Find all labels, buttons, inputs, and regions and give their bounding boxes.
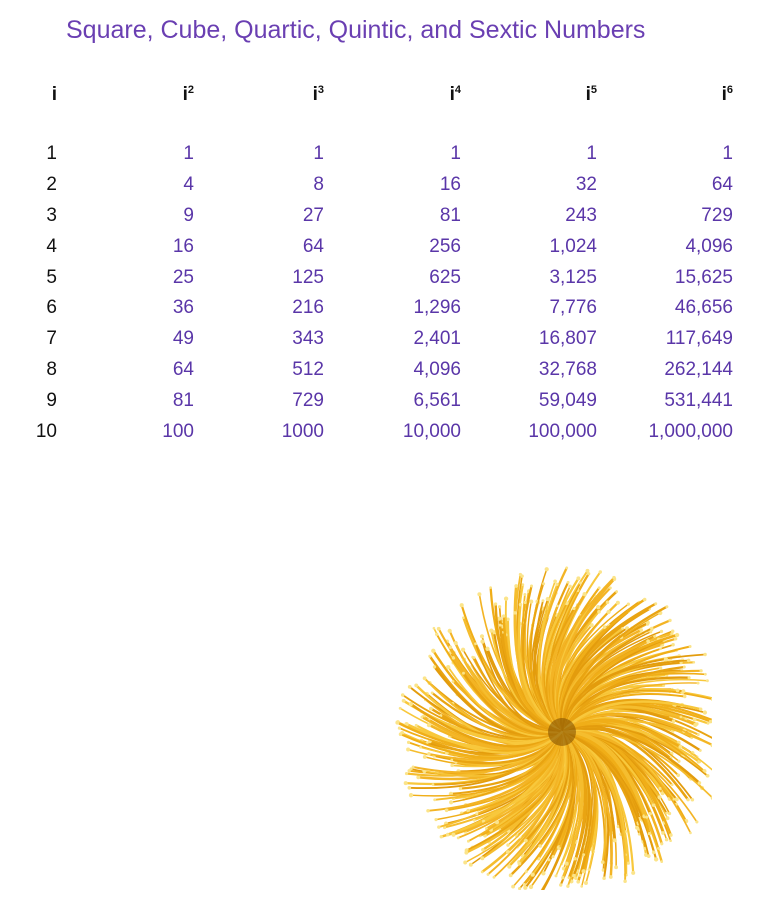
table-row xyxy=(0,141,770,172)
cell-index: 2 xyxy=(46,173,57,195)
cell-sextic: 531,441 xyxy=(664,390,733,412)
cell-cube: 125 xyxy=(292,266,324,288)
cell-sextic: 4,096 xyxy=(685,235,733,257)
cell-sextic: 729 xyxy=(701,204,733,226)
cell-quartic: 256 xyxy=(429,235,461,257)
cell-quintic: 1,024 xyxy=(549,235,597,257)
cell-square: 64 xyxy=(172,359,194,381)
header-i: i xyxy=(51,84,57,105)
cell-cube: 1000 xyxy=(281,421,324,443)
cell-quartic: 2,401 xyxy=(413,328,461,350)
cell-index: 5 xyxy=(46,266,57,288)
cell-sextic: 1 xyxy=(722,143,733,164)
cell-sextic: 1,000,000 xyxy=(648,421,733,443)
cell-square: 4 xyxy=(183,173,194,195)
cell-cube: 512 xyxy=(292,359,324,381)
cell-cube: 8 xyxy=(313,173,324,195)
cell-sextic: 262,144 xyxy=(664,359,733,381)
cell-square: 16 xyxy=(172,235,194,257)
cell-index: 6 xyxy=(46,297,57,319)
cell-quartic: 4,096 xyxy=(413,359,461,381)
cell-quintic: 243 xyxy=(565,204,597,226)
cell-cube: 343 xyxy=(292,328,324,350)
cell-quartic: 81 xyxy=(439,204,461,226)
cell-quartic: 16 xyxy=(439,173,461,195)
cell-quartic: 6,561 xyxy=(413,390,461,412)
cell-quintic: 16,807 xyxy=(538,328,597,350)
cell-square: 100 xyxy=(162,421,194,443)
cell-sextic: 64 xyxy=(711,173,733,195)
cell-quintic: 1 xyxy=(586,143,597,164)
cell-square: 81 xyxy=(172,390,194,412)
table-row xyxy=(0,234,770,265)
header-i-fourth: $i^4$ xyxy=(449,84,461,105)
table-row xyxy=(0,172,770,203)
spaghetti-bundle-icon xyxy=(380,560,712,890)
cell-quintic: 7,776 xyxy=(549,297,597,319)
cell-cube: 64 xyxy=(302,235,324,257)
cell-quintic: 32,768 xyxy=(538,359,597,381)
cell-cube: 729 xyxy=(292,390,324,412)
cell-sextic: 46,656 xyxy=(674,297,733,319)
cell-quartic: 1,296 xyxy=(413,297,461,319)
cell-quintic: 59,049 xyxy=(538,390,597,412)
table-row xyxy=(0,388,770,419)
table-row xyxy=(0,203,770,234)
table-row xyxy=(0,357,770,388)
cell-index: 8 xyxy=(46,359,57,381)
cell-sextic: 117,649 xyxy=(665,328,733,350)
cell-quintic: 32 xyxy=(575,173,597,195)
cell-index: 7 xyxy=(46,328,57,350)
table-row xyxy=(0,295,770,326)
powers-table xyxy=(0,141,770,450)
cell-cube: 27 xyxy=(302,204,324,226)
header-i-squared: $i^2$ xyxy=(182,84,194,105)
cell-index: 1 xyxy=(46,143,57,164)
cell-square: 49 xyxy=(172,328,194,350)
cell-quintic: 3,125 xyxy=(549,266,597,288)
cell-cube: 1 xyxy=(313,143,324,164)
cell-quartic: 10,000 xyxy=(402,421,461,443)
cell-square: 9 xyxy=(183,204,194,226)
cell-square: 25 xyxy=(172,266,194,288)
cell-square: 1 xyxy=(183,143,194,164)
header-i-sixth: $i^6$ xyxy=(721,84,733,105)
page-title: Square, Cube, Quartic, Quintic, and Sextic Numbers xyxy=(66,16,646,44)
cell-quartic: 1 xyxy=(450,143,461,164)
cell-square: 36 xyxy=(172,297,194,319)
header-i-cubed: $i^3$ xyxy=(312,84,324,105)
header-i-fifth: $i^5$ xyxy=(585,84,597,105)
cell-index: 4 xyxy=(46,235,57,257)
cell-quartic: 625 xyxy=(429,266,461,288)
table-row xyxy=(0,326,770,357)
cell-index: 3 xyxy=(46,204,57,226)
table-row xyxy=(0,419,770,450)
table-row xyxy=(0,265,770,296)
cell-cube: 216 xyxy=(292,297,324,319)
cell-index: 9 xyxy=(46,390,57,412)
cell-sextic: 15,625 xyxy=(674,266,733,288)
table-header xyxy=(0,84,770,106)
cell-index: 10 xyxy=(35,421,57,443)
cell-quintic: 100,000 xyxy=(528,421,597,443)
